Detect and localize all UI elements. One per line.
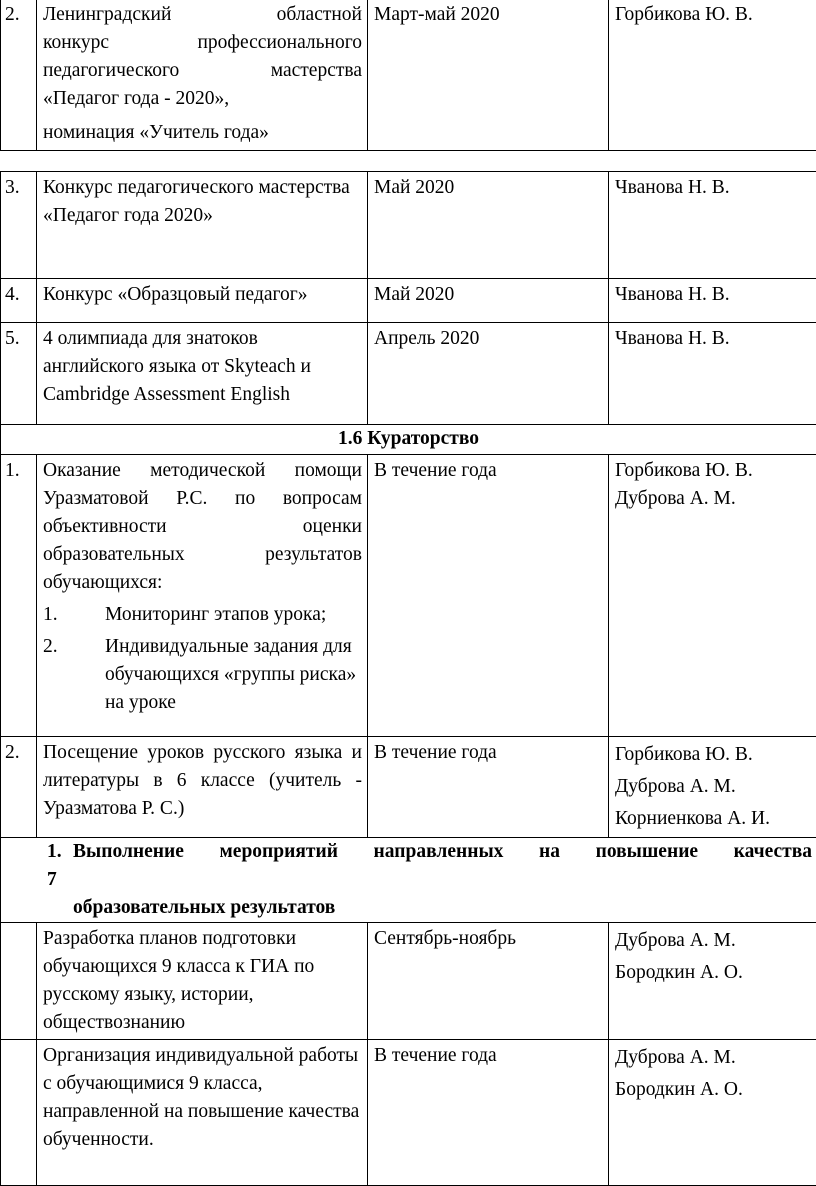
event-line: Ленинградский областной bbox=[43, 4, 362, 25]
responsible-cell bbox=[609, 1040, 816, 1186]
responsible-cell bbox=[609, 737, 816, 838]
date-cell: Апрель 2020 bbox=[368, 323, 609, 425]
row-number: 2. bbox=[1, 0, 37, 151]
row-number: 5. bbox=[1, 323, 37, 425]
row-number: 2. bbox=[1, 737, 37, 838]
event-cell: Конкурс «Образцовый педагог» bbox=[37, 279, 368, 323]
table-row bbox=[1, 279, 816, 323]
responsible-name: Дуброва А. М. bbox=[615, 1047, 736, 1068]
responsible-cell: Чванова Н. В. bbox=[609, 279, 816, 323]
responsible-cell bbox=[609, 455, 816, 737]
plan-table-main bbox=[0, 171, 816, 1186]
section-number: 1. 7 bbox=[47, 841, 62, 890]
list-marker: 2. bbox=[43, 636, 58, 657]
event-line: конкурс профессионального bbox=[43, 32, 362, 53]
row-number: 4. bbox=[1, 279, 37, 323]
list-text: Индивидуальные задания для обучающихся «группы риска» на уроке bbox=[105, 636, 357, 713]
plan-table-top bbox=[0, 0, 816, 151]
responsible-name: Горбикова Ю. В. bbox=[615, 460, 753, 481]
list-text: Мониторинг этапов урока; bbox=[105, 604, 327, 625]
responsible-name: Бородкин А. О. bbox=[615, 962, 743, 983]
table-row bbox=[1, 1040, 816, 1186]
event-cell: Организация индивидуальной работы с обучающимися 9 класса, направленной на повышение качества обученности. bbox=[37, 1040, 368, 1186]
event-line: «Педагог года - 2020», bbox=[43, 88, 230, 109]
responsible-name: Бородкин А. О. bbox=[615, 1079, 743, 1100]
event-cell: 4 олимпиада для знатоков английского языка от Skyteach и Cambridge Assessment English bbox=[37, 323, 368, 425]
responsible-name: Дуброва А. М. bbox=[615, 776, 736, 797]
list-item bbox=[43, 599, 362, 631]
event-line: педагогического мастерства bbox=[43, 60, 362, 81]
row-number bbox=[1, 923, 37, 1040]
section-header-row bbox=[1, 425, 816, 455]
section-title-line: образовательных результатов bbox=[73, 897, 336, 918]
section-header-row bbox=[1, 838, 816, 923]
event-cell: Посещение уроков русского языка и литературы в 6 классе (учитель - Уразматова Р. С.) bbox=[37, 737, 368, 838]
table-row bbox=[1, 323, 816, 425]
event-cell: Разработка планов подготовки обучающихся 9 класса к ГИА по русскому языку, истории, обществознанию bbox=[37, 923, 368, 1040]
event-cell bbox=[37, 455, 368, 737]
section-title-line: Выполнение мероприятий направленных на повышение качества bbox=[73, 841, 812, 862]
event-intro: Оказание методической помощи Уразматовой Р.С. по вопросам объективности оценки образовательных результатов обучающихся: bbox=[43, 460, 362, 593]
table-row bbox=[1, 737, 816, 838]
responsible-cell bbox=[609, 923, 816, 1040]
row-number: 3. bbox=[1, 172, 37, 279]
table-row bbox=[1, 172, 816, 279]
responsible-name: Дуброва А. М. bbox=[615, 488, 736, 509]
responsible-name: Корниенкова А. И. bbox=[615, 808, 771, 829]
list-marker: 1. bbox=[43, 604, 58, 625]
responsible-cell: Чванова Н. В. bbox=[609, 172, 816, 279]
table-row bbox=[1, 0, 816, 151]
row-number bbox=[1, 1040, 37, 1186]
responsible-name: Дуброва А. М. bbox=[615, 930, 736, 951]
date-cell: Май 2020 bbox=[368, 172, 609, 279]
responsible-name: Горбикова Ю. В. bbox=[615, 744, 753, 765]
responsible-cell: Чванова Н. В. bbox=[609, 323, 816, 425]
section-title-quality bbox=[1, 838, 816, 923]
event-line: номинация «Учитель года» bbox=[43, 122, 269, 143]
list-item bbox=[43, 633, 362, 717]
event-cell bbox=[37, 0, 368, 151]
table-row bbox=[1, 455, 816, 737]
event-cell: Конкурс педагогического мастерства «Педагог года 2020» bbox=[37, 172, 368, 279]
date-cell: В течение года bbox=[368, 455, 609, 737]
date-cell: Март-май 2020 bbox=[368, 0, 609, 151]
section-title-curatorship: 1.6 Кураторство bbox=[1, 425, 816, 455]
date-cell: Сентябрь-ноябрь bbox=[368, 923, 609, 1040]
date-cell: В течение года bbox=[368, 737, 609, 838]
date-cell: Май 2020 bbox=[368, 279, 609, 323]
date-cell: В течение года bbox=[368, 1040, 609, 1186]
row-number: 1. bbox=[1, 455, 37, 737]
responsible-cell: Горбикова Ю. В. bbox=[609, 0, 816, 151]
table-row bbox=[1, 923, 816, 1040]
